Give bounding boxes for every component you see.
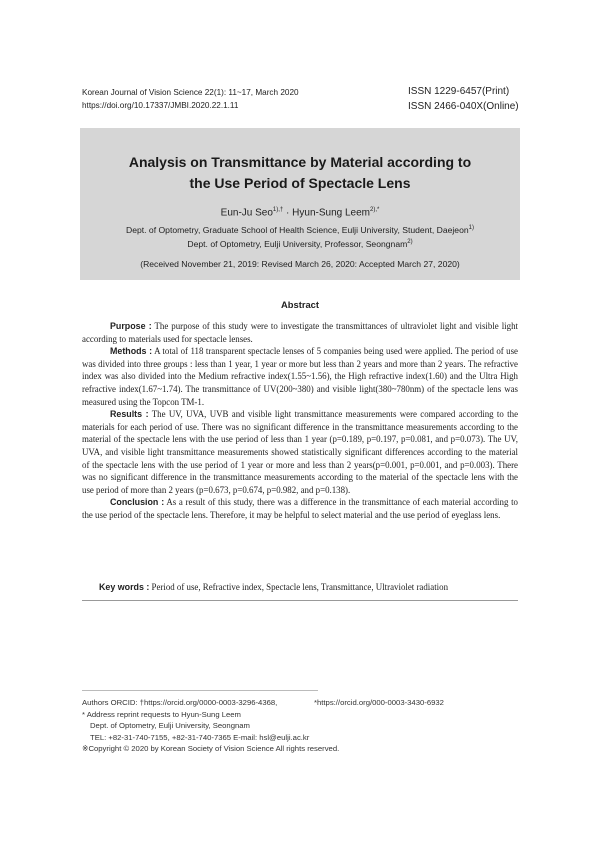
reprint-request: * Address reprint requests to Hyun-Sung Leem xyxy=(82,709,241,719)
orcid-2[interactable]: *https://orcid.org/000-0003-3430-6932 xyxy=(314,698,444,707)
author-line xyxy=(80,207,520,218)
journal-header xyxy=(82,86,299,112)
title-box xyxy=(80,128,520,280)
abstract-purpose xyxy=(82,320,518,345)
affiliation-2 xyxy=(80,239,520,249)
issn-print: ISSN 1229-6457(Print) xyxy=(408,86,510,97)
paper-title xyxy=(80,152,520,194)
affiliation-1 xyxy=(80,225,520,235)
abstract-results xyxy=(82,408,518,496)
abstract-heading: Abstract xyxy=(280,299,320,310)
author-1-sup: 1),† xyxy=(272,207,284,213)
abstract-body xyxy=(82,320,518,522)
conclusion-text: As a result of this study, there was a difference in the transmittance of each material according to the use period of the spectacle lens. Therefore, it may be helpful to select material and the use period of eyeglass lens. xyxy=(82,497,518,520)
affiliation-1-sup: 1) xyxy=(468,225,474,232)
journal-citation: Korean Journal of Vision Science 22(1): 11~17, March 2020 xyxy=(82,88,299,97)
affiliation-2-sup: 2) xyxy=(407,239,413,246)
doi-link[interactable]: https://doi.org/10.17337/JMBI.2020.22.1.11 xyxy=(82,101,239,110)
keywords-label: Key words : xyxy=(99,582,150,592)
keywords-text: Period of use, Refractive index, Spectacle lens, Transmittance, Ultraviolet radiation xyxy=(149,582,449,592)
section-divider xyxy=(82,600,518,601)
methods-text: A total of 118 transparent spectacle lenses of 5 companies being used were applied. The period of use was divided into three groups : less than 1 year, 1 year or more but less than 2 years and more than 2 years. The refractive index was also divided into the Medium refractive index(1.55~1.56), the High refractive index(1.60) and the Ultra High refractive index(1.67~1.74). The transmittance of UV(200~380) and visible light(380~780nm) of the spectacle lens was measured using the Topcon TM-1. xyxy=(82,346,518,407)
copyright: ※Copyright © 2020 by Korean Society of Vision Science All rights reserved. xyxy=(82,744,340,754)
author-2-sup: 2),* xyxy=(369,207,380,213)
abstract-conclusion xyxy=(82,496,518,521)
purpose-label: Purpose : xyxy=(110,321,152,331)
orcid-1[interactable]: Authors ORCID: †https://orcid.org/0000-0003-3296-4368, xyxy=(82,698,278,707)
affiliation-2-text: Dept. of Optometry, Eulji University, Professor, Seongnam xyxy=(187,239,408,249)
contact-info: TEL: +82-31-740-7155, +82-31-740-7365 E-mail: hsl@eulji.ac.kr xyxy=(90,732,310,742)
reprint-dept: Dept. of Optometry, Eulji University, Seongnam xyxy=(90,721,250,731)
issn-block xyxy=(408,84,519,114)
author-separator: · xyxy=(283,207,293,219)
results-label: Results : xyxy=(110,409,149,420)
author-1: Eun-Ju Seo xyxy=(220,207,273,219)
conclusion-label: Conclusion : xyxy=(110,497,165,508)
received-dates: (Received November 21, 2019: Revised March 26, 2020: Accepted March 27, 2020) xyxy=(140,259,460,269)
issn-online: ISSN 2466-040X(Online) xyxy=(408,101,519,112)
footnote-divider xyxy=(82,690,318,691)
title-line-2: the Use Period of Spectacle Lens xyxy=(189,175,411,191)
results-text: The UV, UVA, UVB and visible light transmittance measurements were compared according to the materials for each period of use. There was no significant difference in the transmittance measurements according to the material of the spectacle lens with the use period of less than 1 year (p=0.189, p=0.197, p=0.081, and p=0.073). The UV, UVA, and visible light transmittance measurements showed statistically significant differences according to the material of the spectacle lens with the use period of 1 year or more and less than 2 years(p=0.001, p=0.001, and p=0.003). There was no significant difference in the transmittance measurements according to the material of the spectacle lens with the use period of more than 2 years (p=0.673, p=0.674, p=0.982, and p=0.138). xyxy=(82,409,519,495)
methods-label: Methods : xyxy=(110,346,153,357)
title-line-1: Analysis on Transmittance by Material according to xyxy=(128,154,472,170)
abstract-methods xyxy=(82,345,518,408)
author-2: Hyun-Sung Leem xyxy=(292,207,370,219)
affiliation-1-text: Dept. of Optometry, Graduate School of Health Science, Eulji University, Student, Daejeon xyxy=(126,225,469,235)
keywords xyxy=(99,582,448,592)
footnotes xyxy=(82,697,522,755)
purpose-text: The purpose of this study were to investigate the transmittances of ultraviolet light and visible light according to materials used for spectacle lenses. xyxy=(82,321,518,344)
